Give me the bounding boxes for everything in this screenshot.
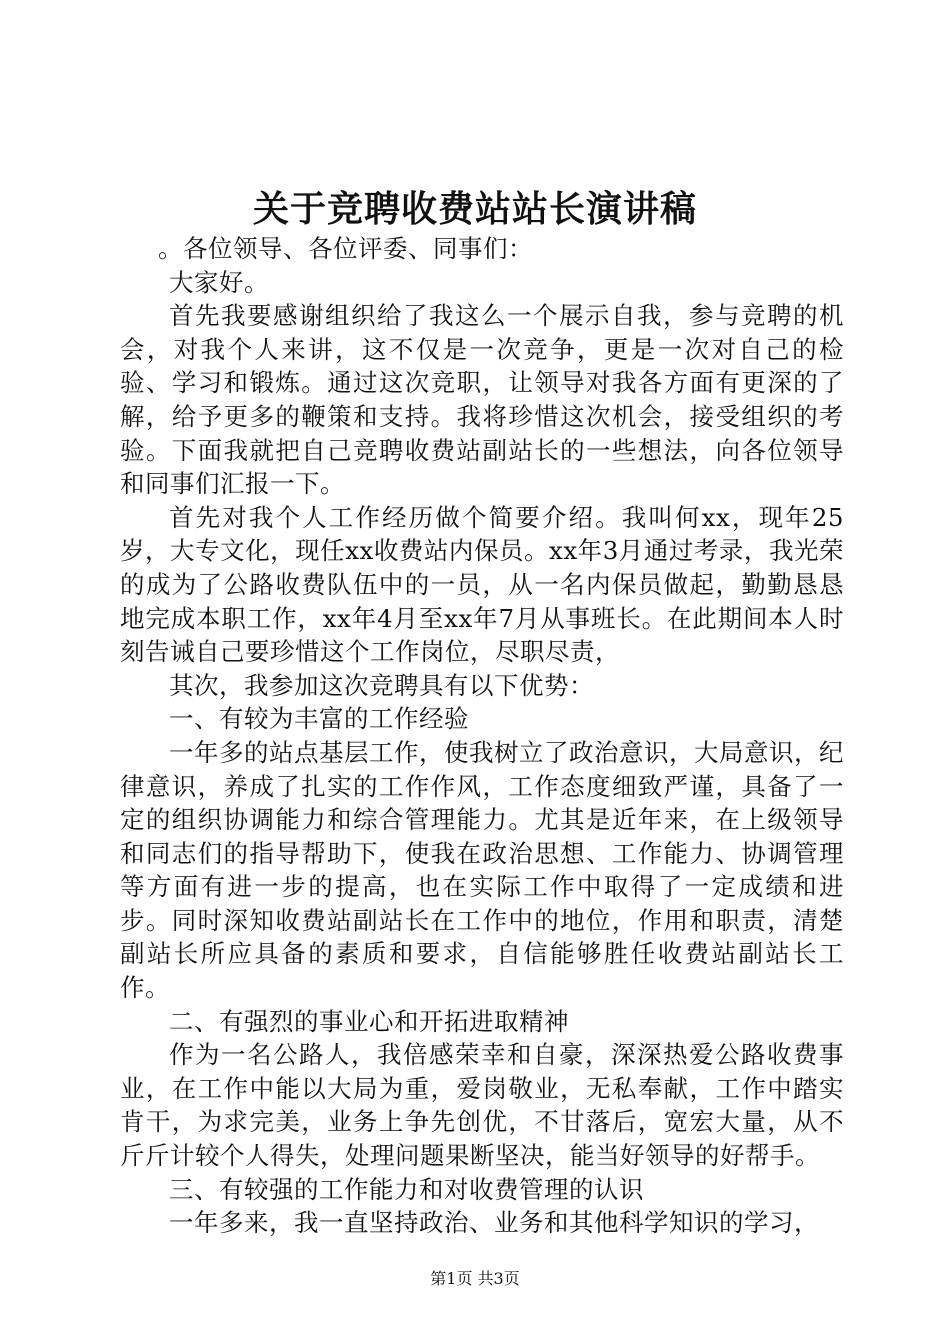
paragraph-thanks: 首先我要感谢组织给了我这么一个展示自我，参与竞聘的机会，对我个人来讲，这不仅是一次竞争，更是一次对自己的检验、学习和锻炼。通过这次竞职，让领导对我各方面有更深的了解，给予更多的鞭策和支持。我将珍惜这次机会，接受组织的考验。下面我就把自己竞聘收费站副站长的一些想法，向各位领导和同事们汇报一下。	[120, 301, 844, 499]
page-footer: 第1页 共3页	[430, 1269, 520, 1288]
heading-section-1: 一、有较为丰富的工作经验	[169, 704, 469, 734]
paragraph-advantages-intro: 其次，我参加这次竞聘具有以下优势：	[169, 670, 594, 700]
paragraph-greeting: 大家好。	[169, 267, 269, 297]
paragraph-salutation: 。各位领导、各位评委、同事们：	[157, 234, 533, 263]
document-body	[120, 232, 844, 1240]
heading-section-3: 三、有较强的工作能力和对收费管理的认识	[169, 1174, 644, 1204]
paragraph-section-2: 作为一名公路人，我倍感荣幸和自豪，深深热爱公路收费事业，在工作中能以大局为重，爱岗敬业，无私奉献，工作中踏实肯干，为求完美，业务上争先创优，不甘落后，宽宏大量，从不斤斤计较个人得失，处理问题果断坚决，能当好领导的好帮手。	[120, 1040, 844, 1171]
heading-section-2: 二、有强烈的事业心和开拓进取精神	[169, 1006, 569, 1036]
paragraph-section-1: 一年多的站点基层工作，使我树立了政治意识，大局意识，纪律意识，养成了扎实的工作作风，工作态度细致严谨，具备了一定的组织协调能力和综合管理能力。尤其是近年来，在上级领导和同志们的指导帮助下，使我在政治思想、工作能力、协调管理等方面有进一步的提高，也在实际工作中取得了一定成绩和进步。同时深知收费站副站长在工作中的地位，作用和职责，清楚副站长所应具备的素质和要求，自信能够胜任收费站副站长工作。	[120, 737, 844, 1003]
document-title: 关于竞聘收费站站长演讲稿	[252, 188, 697, 230]
paragraph-section-3: 一年多来，我一直坚持政治、业务和其他科学知识的学习，	[169, 1208, 819, 1238]
paragraph-introduction: 首先对我个人工作经历做个简要介绍。我叫何xx，现年25岁，大专文化，现任xx收费站内保员。xx年3月通过考录，我光荣的成为了公路收费队伍中的一员，从一名内保员做起，勤勤恳恳地完成本职工作，xx年4月至xx年7月从事班长。在此期间本人时刻告诫自己要珍惜这个工作岗位，尽职尽责，	[120, 502, 844, 667]
